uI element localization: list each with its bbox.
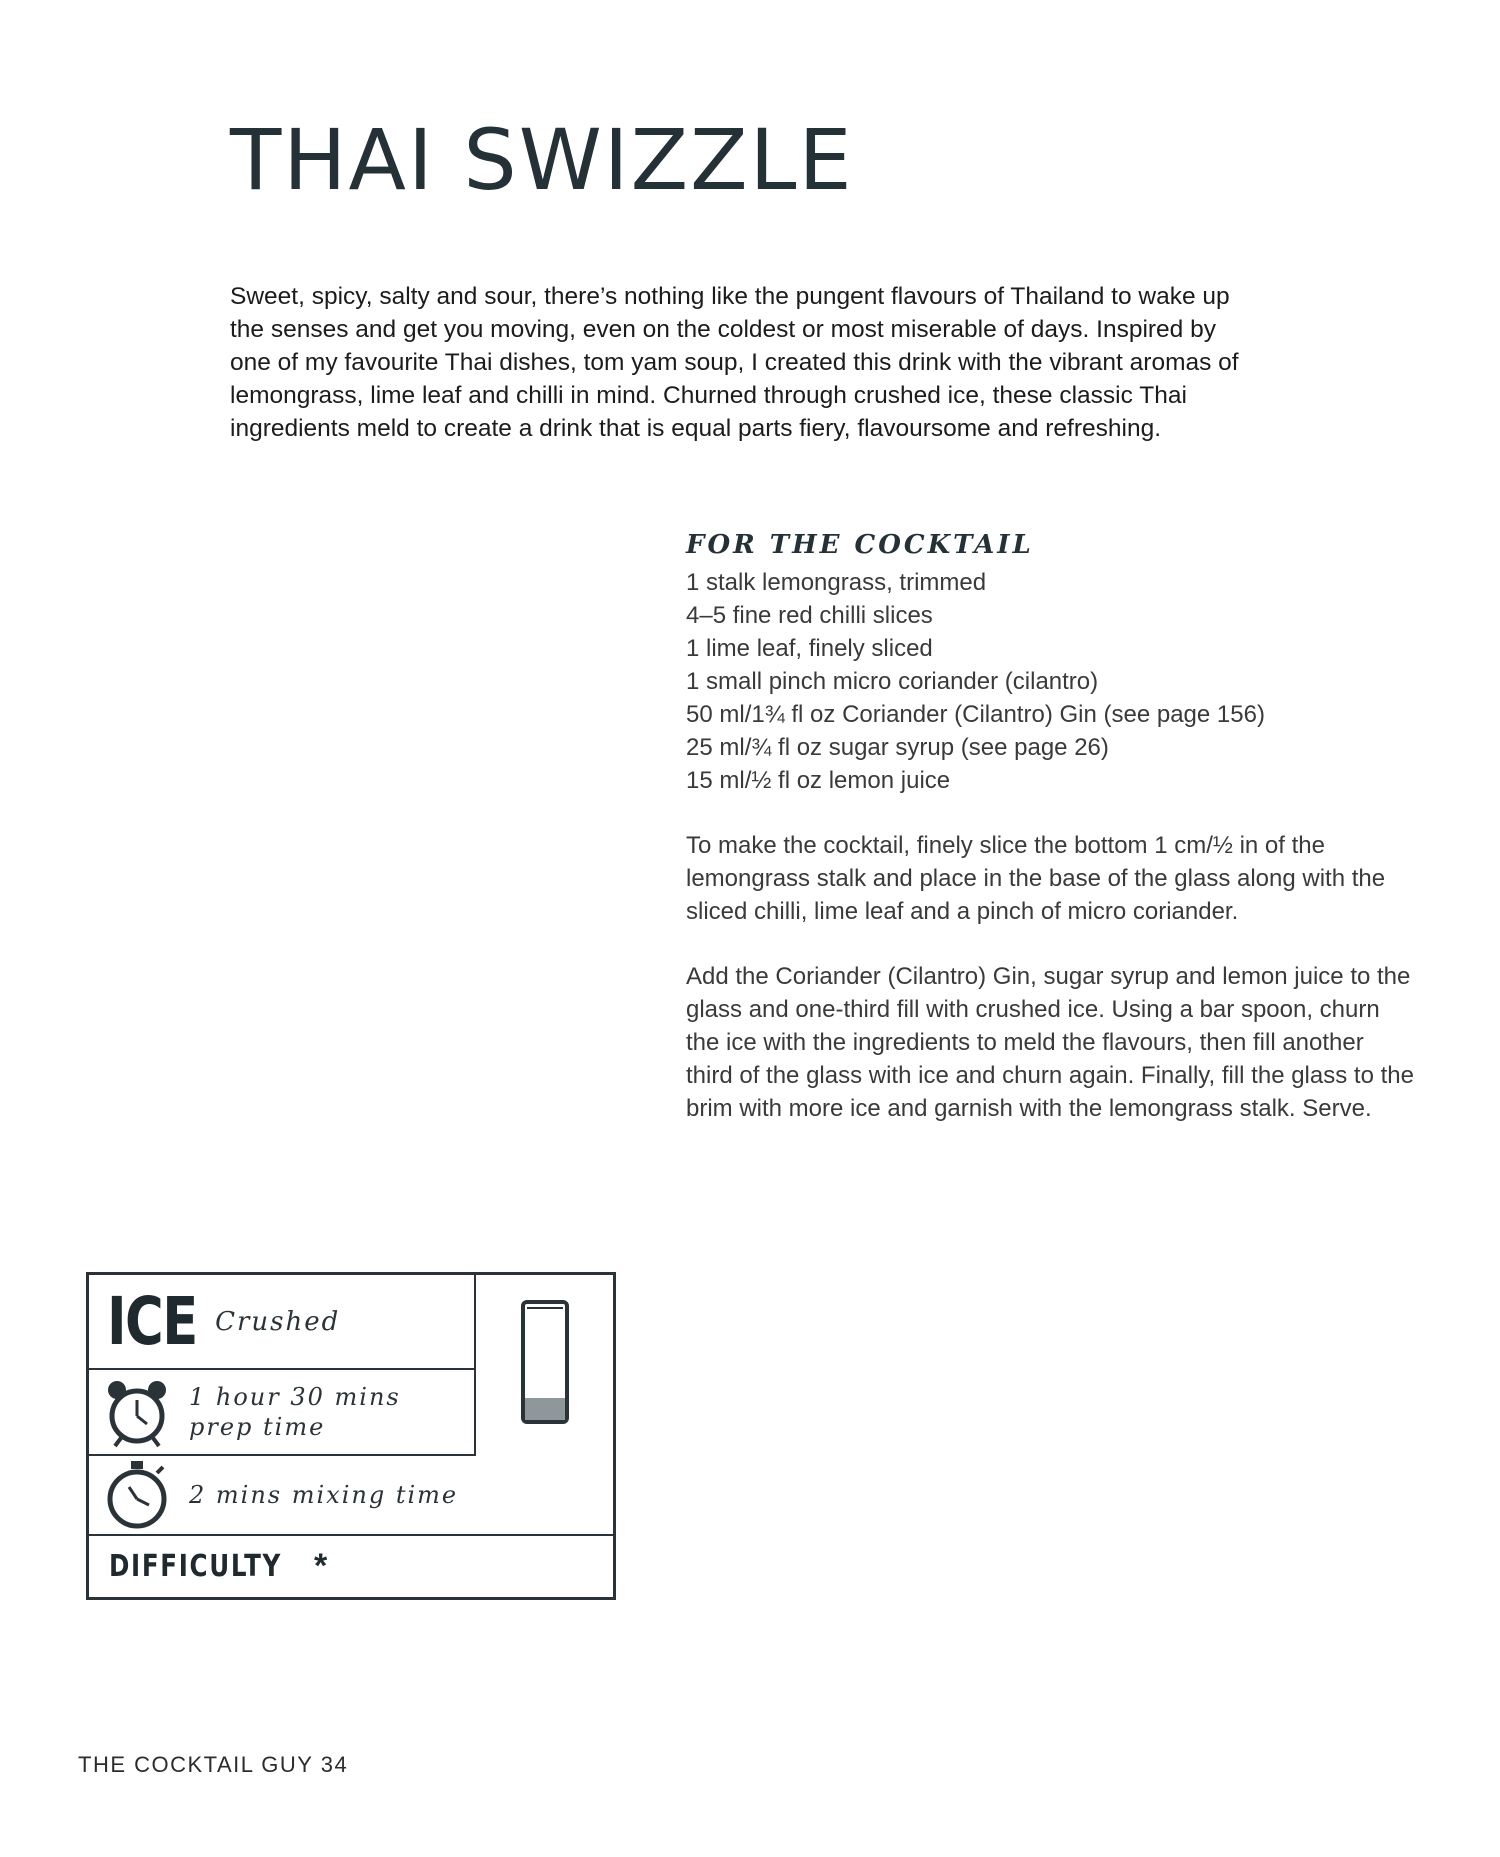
method-section	[686, 829, 1416, 1125]
recipe-section	[686, 530, 1416, 1125]
book-title: THE COCKTAIL GUY	[78, 1752, 314, 1777]
prep-time-caption: prep time	[189, 1413, 326, 1441]
alarm-clock-icon	[101, 1376, 173, 1448]
difficulty-rating: *	[313, 1547, 328, 1585]
drink-info-box	[86, 1272, 616, 1600]
ice-label: ICE	[107, 1283, 197, 1360]
difficulty-row	[89, 1536, 613, 1597]
stopwatch-icon	[101, 1459, 173, 1531]
ingredient-item: 15 ml/½ fl oz lemon juice	[686, 767, 951, 794]
ingredient-item: 1 small pinch micro coriander (cilantro)	[686, 668, 1099, 695]
ice-row	[89, 1275, 474, 1370]
ingredient-item: 1 stalk lemongrass, trimmed	[686, 569, 987, 596]
page-footer	[78, 1752, 348, 1778]
ingredient-item: 25 ml/¾ fl oz sugar syrup (see page 26)	[686, 734, 1109, 761]
ingredient-item: 4–5 fine red chilli slices	[686, 602, 933, 629]
page-title: THAI SWIZZLE	[230, 111, 854, 209]
mixing-time: 2 mins mixing time	[189, 1481, 459, 1509]
ingredient-list	[686, 566, 1416, 797]
method-step: Add the Coriander (Cilantro) Gin, sugar syrup and lemon juice to the glass and one-third fill with crushed ice. Using a bar spoon, churn the ice with the ingredients to meld the flavours, then fill another third of the glass with ice and churn again. Finally, fill the glass to the brim with more ice and garnish with the lemongrass stalk. Serve.	[686, 963, 1414, 1122]
ice-value: Crushed	[215, 1306, 341, 1337]
mixing-time-row	[89, 1456, 613, 1536]
glass-cell	[474, 1275, 613, 1456]
page-number: 34	[320, 1752, 349, 1777]
highball-glass-icon	[515, 1298, 575, 1433]
prep-time-duration: 1 hour 30 mins	[189, 1383, 401, 1411]
difficulty-label: DIFFICULTY	[109, 1549, 282, 1584]
prep-time	[189, 1382, 401, 1442]
intro-paragraph: Sweet, spicy, salty and sour, there’s nothing like the pungent flavours of Thailand to wake up the senses and get you moving, even on the coldest or most miserable of days. Inspired by one of my favourite Thai dishes, tom yam soup, I created this drink with the vibrant aromas of lemongrass, lime leaf and chilli in mind. Churned through crushed ice, these classic Thai ingredients meld to create a drink that is equal parts fiery, flavoursome and refreshing.	[230, 283, 1239, 442]
method-step: To make the cocktail, finely slice the bottom 1 cm/½ in of the lemongrass stalk and place in the base of the glass along with the sliced chilli, lime leaf and a pinch of micro coriander.	[686, 832, 1386, 925]
ingredient-item: 1 lime leaf, finely sliced	[686, 635, 933, 662]
ingredient-item: 50 ml/1¾ fl oz Coriander (Cilantro) Gin (see page 156)	[686, 701, 1265, 728]
prep-time-row	[89, 1370, 474, 1456]
recipe-heading: FOR THE COCKTAIL	[686, 530, 1034, 560]
